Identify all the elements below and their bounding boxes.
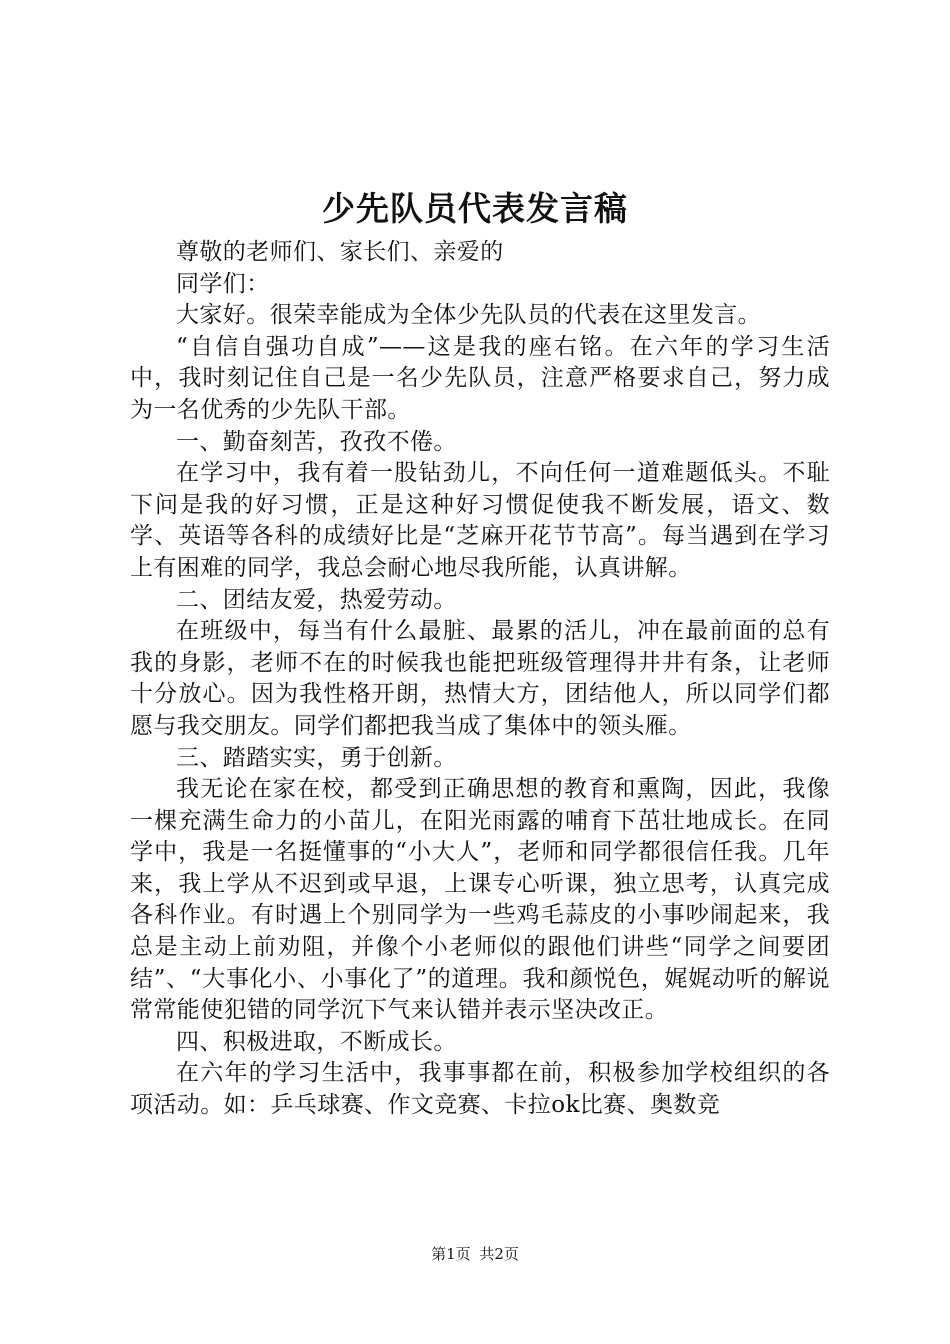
page-total: 共2页 [479,1245,519,1263]
paragraph: 在学习中，我有着一股钻劲儿，不向任何一道难题低头。不耻下问是我的好习惯，正是这种好习惯促使我不断发展，语文、数学、英语等各科的成绩好比是“芝麻开花节节高”。每当遇到在学习上有困难的同学，我总会耐心地尽我所能，认真讲解。 [130,460,830,581]
paragraph: 在班级中，每当有什么最脏、最累的活儿，冲在最前面的总有我的身影，老师不在的时候我也能把班级管理得井井有条，让老师十分放心。因为我性格开朗，热情大方，团结他人，所以同学们都愿与我交朋友。同学们都把我当成了集体中的领头雁。 [130,618,830,739]
page-footer [0,1244,950,1264]
paragraph: “自信自强功自成”——这是我的座右铭。在六年的学习生活中，我时刻记住自己是一名少先队员，注意严格要求自己，努力成为一名优秀的少先队干部。 [130,333,830,423]
document-title: 少先队员代表发言稿 [322,189,628,228]
section-heading: 一、勤奋刻苦，孜孜不倦。 [176,428,457,455]
paragraph-greeting: 大家好。很荣幸能成为全体少先队员的代表在这里发言。 [176,302,761,329]
section-heading: 四、积极进取，不断成长。 [176,1028,457,1055]
section-heading: 二、团结友爱，热爱劳动。 [176,586,457,613]
paragraph: 我无论在家在校，都受到正确思想的教育和熏陶，因此，我像一棵充满生命力的小苗儿，在阳光雨露的哺育下茁壮地成长。在同学中，我是一名挺懂事的“小大人”，老师和同学都很信任我。几年来，我上学从不迟到或早退，上课专心听课，独立思考，认真完成各科作业。有时遇上个别同学为一些鸡毛蒜皮的小事吵闹起来，我总是主动上前劝阻，并像个小老师似的跟他们讲些“同学之间要团结”、“大事化小、小事化了”的道理。我和颜悦色，娓娓动听的解说常常能使犯错的同学沉下气来认错并表示坚决改正。 [130,776,830,1024]
document-body [130,237,830,1122]
salutation-line: 同学们： [176,270,270,297]
page-number: 第1页 [431,1245,471,1263]
section-heading: 三、踏踏实实，勇于创新。 [176,744,457,771]
salutation-line: 尊敬的老师们、家长们、亲爱的 [176,239,504,265]
paragraph: 在六年的学习生活中，我事事都在前，积极参加学校组织的各项活动。如：乒乓球赛、作文竞赛、卡拉ok比赛、奥数竞 [130,1060,830,1119]
